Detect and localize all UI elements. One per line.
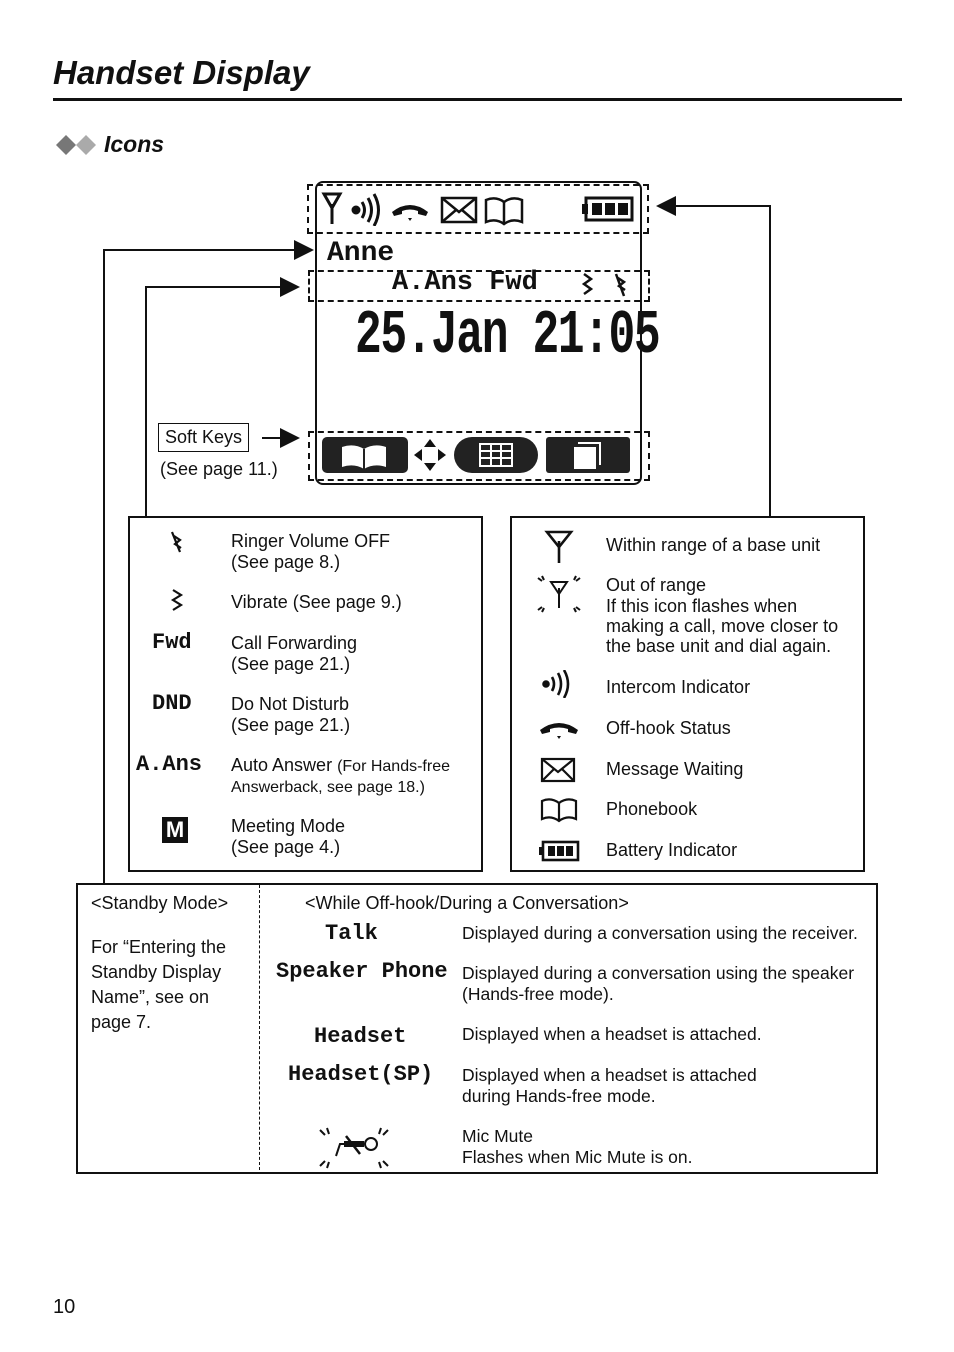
talk-term: Talk — [325, 921, 378, 946]
table-row-description: Displayed during a conversation using the receiver. — [462, 923, 858, 943]
soft-key-buttons — [320, 435, 632, 475]
table-row-description: Phonebook — [606, 799, 698, 819]
dnd-symbol: DND — [152, 691, 192, 716]
table-row-description: Intercom Indicator — [606, 677, 751, 697]
out-of-range-icon — [534, 574, 584, 614]
display-name-line: Anne — [327, 238, 395, 269]
table-row-description: Vibrate (See page 9.) — [231, 592, 402, 612]
battery-icon — [582, 198, 632, 220]
antenna-icon — [544, 529, 574, 565]
intercom-icon — [540, 670, 576, 698]
intercom-icon — [353, 194, 379, 226]
phonebook-icon — [486, 198, 522, 224]
headset-sp-term: Headset(SP) — [288, 1062, 434, 1087]
ringer-mode-icons — [578, 272, 634, 298]
soft-key-phonebook-icon — [322, 437, 408, 473]
table-row-description: Displayed when a headset is attached. — [462, 1024, 762, 1044]
table-row-description: Within range of a base unit — [606, 535, 821, 555]
meeting-mode-icon: M — [162, 817, 188, 843]
soft-keys-label: Soft Keys — [158, 423, 249, 452]
mic-mute-icon — [316, 1126, 392, 1170]
fwd-symbol: Fwd — [152, 630, 192, 655]
soft-key-page-icon — [546, 437, 630, 473]
display-status-line: A.Ans Fwd — [392, 268, 538, 298]
vibrate-icon — [584, 274, 591, 294]
status-icons — [320, 190, 640, 226]
headset-term: Headset — [314, 1024, 407, 1049]
table-row-description: Out of range If this icon flashes when making a call, move closer to the base unit and dial again. — [606, 575, 839, 656]
page-number: 10 — [53, 1296, 76, 1318]
offhook-header: <While Off-hook/During a Conversation> — [305, 893, 629, 913]
ringer-off-icon — [164, 530, 188, 554]
soft-key-menu-icon — [454, 437, 538, 473]
navigator-icon — [414, 439, 446, 471]
table-row-description: Battery Indicator — [606, 840, 738, 860]
table-row-description: Displayed during a conversation using the speaker (Hands-free mode). — [462, 963, 855, 1004]
table-row-description: Mic Mute Flashes when Mic Mute is on. — [462, 1126, 693, 1167]
table-row-description: Off-hook Status — [606, 718, 731, 738]
ringer-off-icon — [616, 274, 625, 296]
envelope-icon — [442, 198, 476, 222]
antenna-icon — [324, 194, 340, 224]
table-row-description: Message Waiting — [606, 759, 744, 779]
table-divider — [259, 885, 260, 1170]
auto-answer-symbol: A.Ans — [136, 752, 203, 777]
vibrate-icon — [166, 588, 190, 614]
table-row-description: Displayed when a headset is attached during Hands-free mode. — [462, 1065, 757, 1106]
table-row-description: Ringer Volume OFF (See page 8.) — [231, 531, 391, 572]
battery-icon — [538, 840, 580, 862]
off-hook-icon — [392, 205, 428, 221]
display-datetime: 25.Jan 21:05 — [355, 300, 660, 371]
speaker-phone-term: Speaker Phone — [276, 959, 448, 984]
soft-keys-reference: (See page 11.) — [160, 459, 278, 479]
standby-header: <Standby Mode> — [91, 893, 229, 913]
table-row-description: Auto Answer (For Hands-free Answerback, see page 18.) — [231, 755, 450, 796]
table-row-description: Do Not Disturb (See page 21.) — [231, 694, 351, 735]
envelope-icon — [540, 757, 576, 783]
section-title: Icons — [104, 131, 165, 157]
off-hook-icon — [538, 718, 580, 740]
table-row-description: Meeting Mode (See page 4.) — [231, 816, 346, 857]
standby-description: For “Entering the Standby Display Name”, see on page 7. — [91, 937, 227, 1032]
table-row-description: Call Forwarding (See page 21.) — [231, 633, 358, 674]
page-title: Handset Display — [53, 54, 310, 91]
phonebook-icon — [540, 797, 578, 823]
